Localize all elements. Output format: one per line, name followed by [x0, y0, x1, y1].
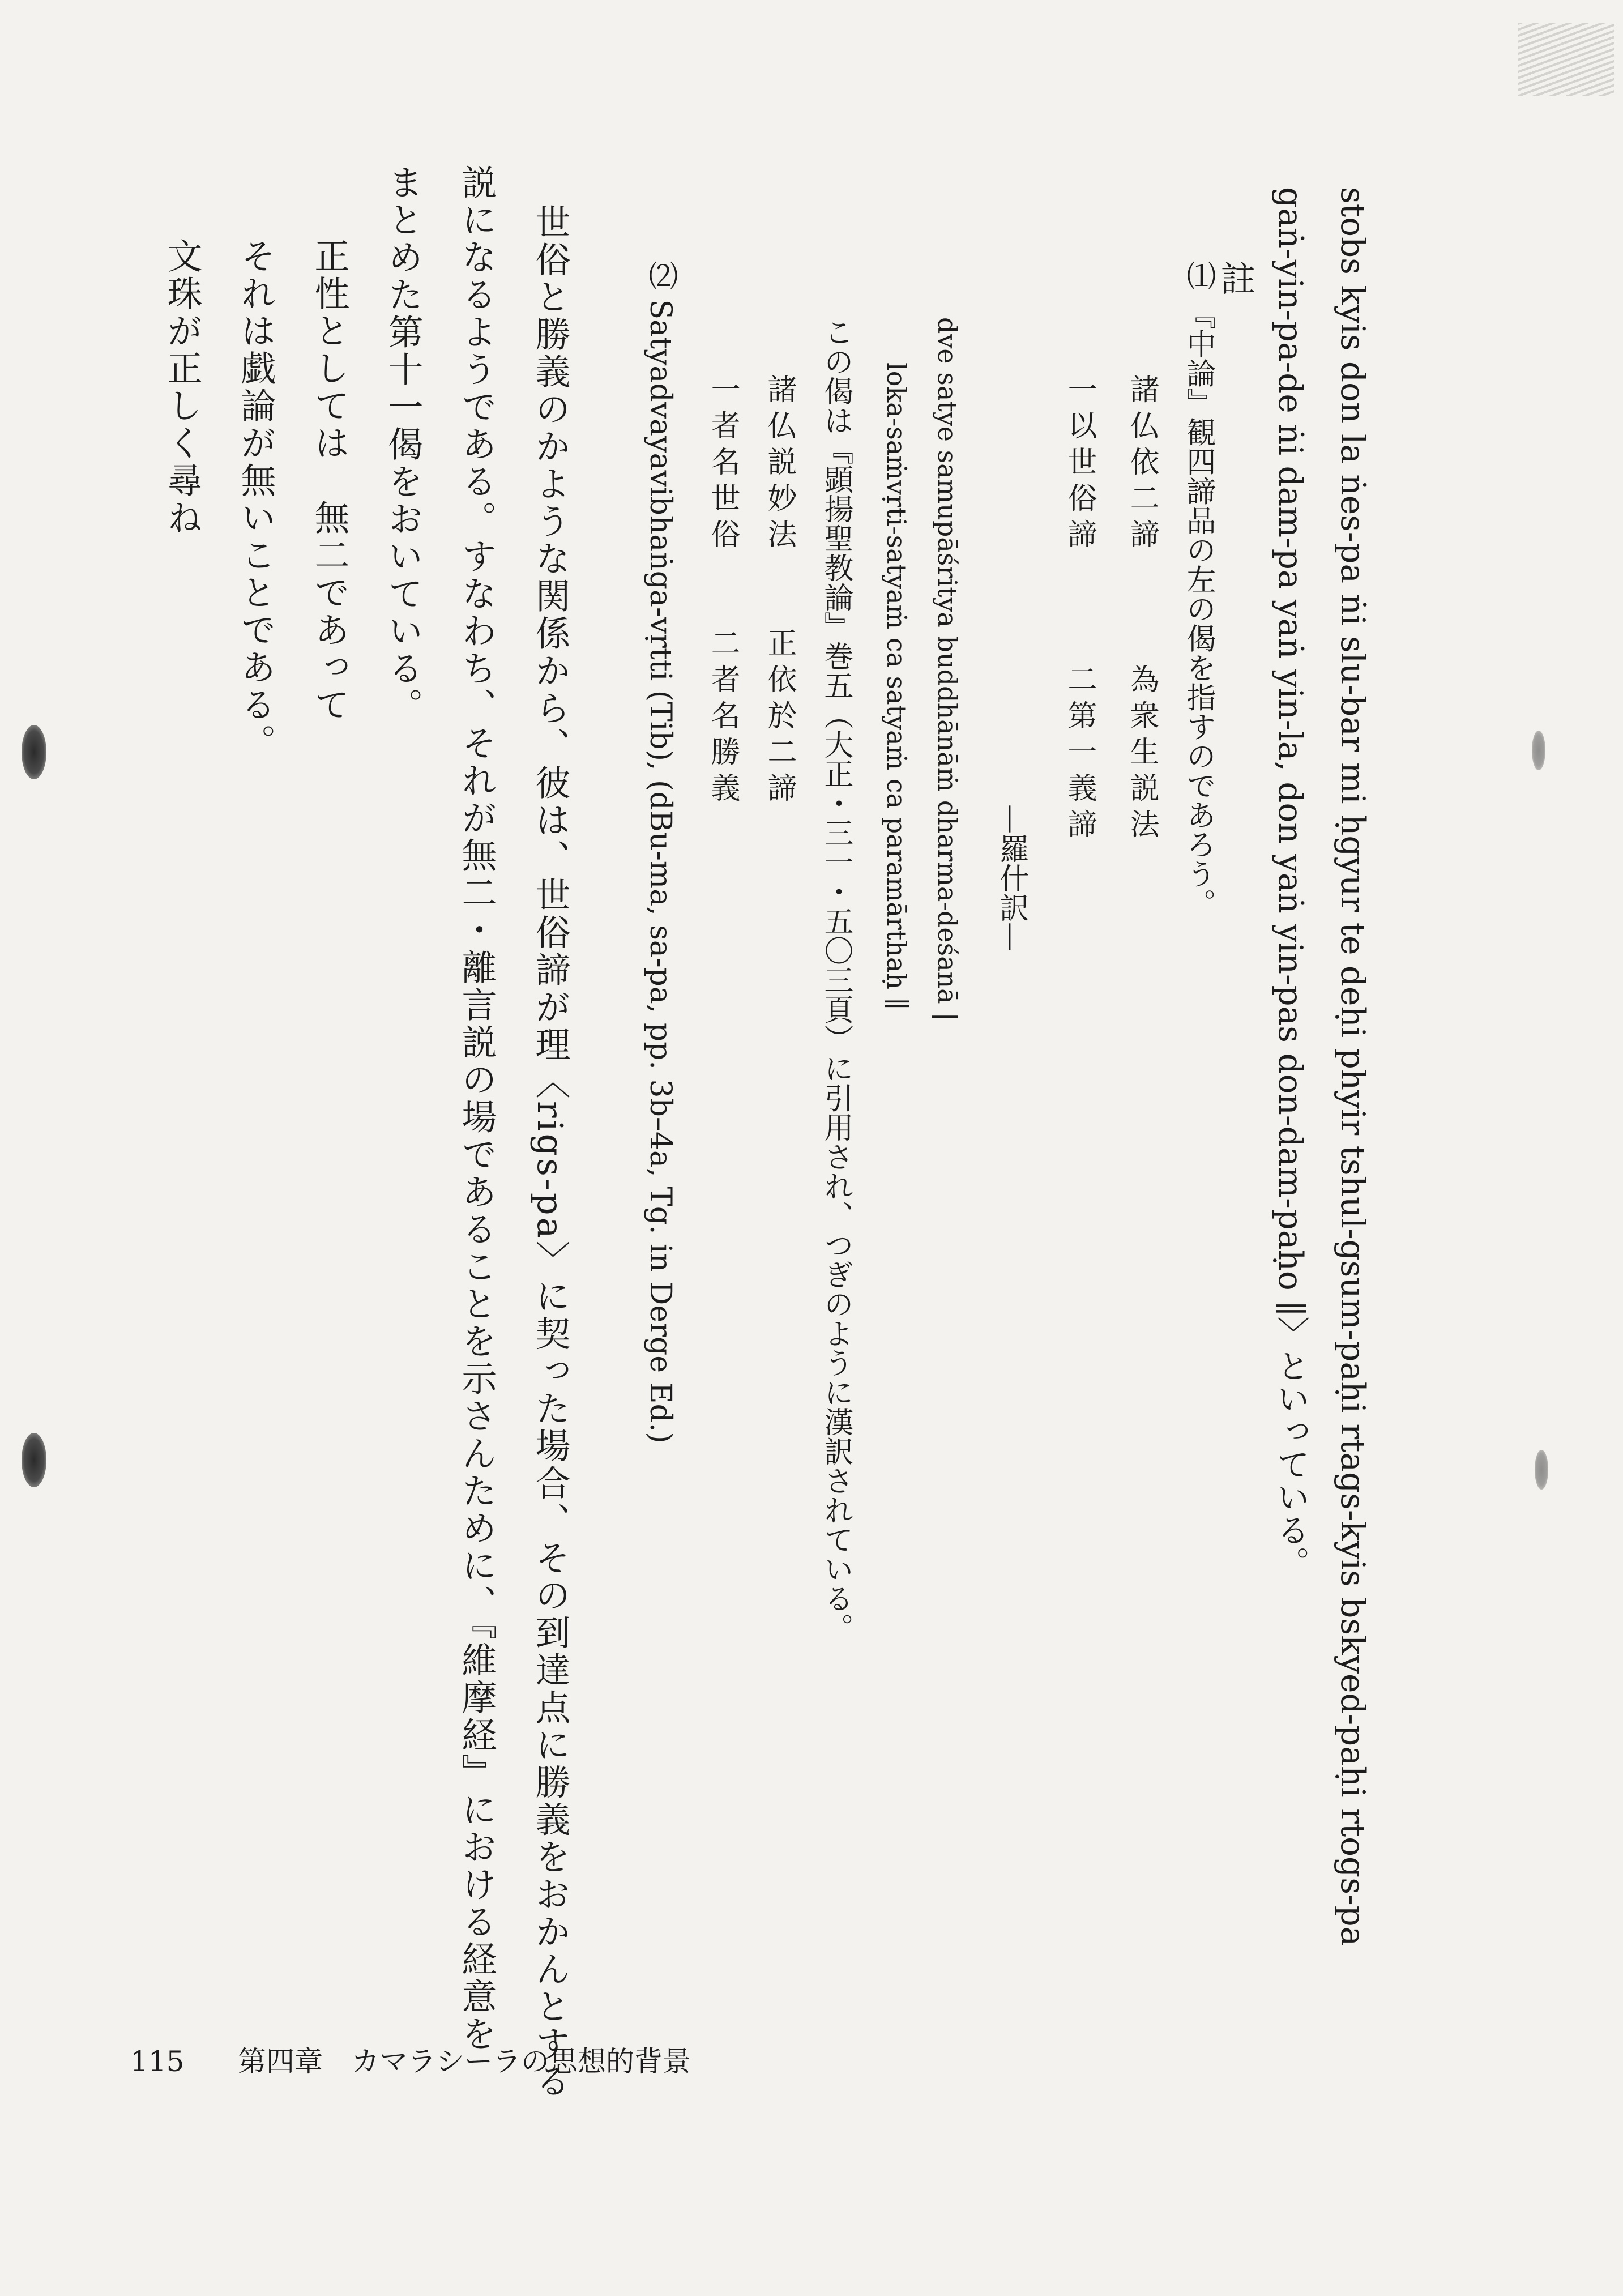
binding-hole-mark-right-top [1532, 731, 1545, 770]
note-1-continued: この偈は『顕揚聖教論』巻五（大正・三一・五〇三頁）に引用され、つぎのように漢訳されている。 [819, 317, 853, 1642]
note-1: ⑴ 『中論』観四諦品の左の偈を指すのであろう。 [1181, 261, 1215, 918]
binding-hole-bottom [22, 1433, 46, 1487]
verse-quote-line-2: それは戯論が無いことである。 [235, 238, 276, 761]
notes-heading: 註 [1215, 261, 1256, 298]
body-paragraph-line-3: まとめた第十一偈をおいている。 [382, 164, 424, 725]
chinese-verse-line-1: 諸仏説妙法 正依於二諦 [762, 374, 796, 809]
sanskrit-line-2: loka-saṁvṛti-satyaṁ ca satyaṁ ca paramārthaḥ ∥ [881, 362, 912, 1010]
verse-quote-line-3: 文珠が正しく尋ね [161, 238, 203, 537]
verse-attribution: —羅什訳— [994, 804, 1028, 951]
verse-quote-line-1: 正性としては 無二であって [309, 238, 350, 724]
running-header-chapter: 第四章 カマラシーラの思想的背景 [238, 2045, 691, 2078]
body-paragraph-line-1: 世俗と勝義のかような関係から、彼は、世俗諦が理〈rigs-pa〉に契った場合、その到達点に勝義をおかんとする [529, 204, 571, 2101]
body-paragraph-line-2: 説になるようである。すなわち、それが無二・離言説の場であることを示さんために、『維摩経』における経意を [456, 164, 497, 2053]
page-number: 115 [130, 2045, 185, 2078]
sanskrit-line-1: dve satye samupāśritya buddhānāṁ dharma-deśanā | [932, 317, 963, 1021]
note-2: ⑵ Satyadvayavibhaṅga-vṛtti (Tib), (dBu-ma, sa-pa, pp. 3b–4a, Tg. in Derge Ed.) [643, 261, 677, 1444]
verse-line-2: 一以世俗諦 二第一義諦 [1062, 374, 1096, 845]
chinese-verse-line-2: 一者名世俗 二者名勝義 [706, 374, 740, 809]
text-column-2: gaṅ-yin-pa-de ṅi dam-pa yaṅ yin-la, don yaṅ yin-pas don-dam-paḥo ∥〉といっている。 [1271, 187, 1310, 1579]
binding-hole-top [22, 725, 46, 779]
verse-line-1: 諸仏依二諦 為衆生説法 [1125, 374, 1159, 845]
scan-smudge [1518, 23, 1614, 96]
text-column-1: stobs kyis don la ṅes-pa ṅi slu-bar mi ḥgyur te deḥi phyir tshul-gsum-paḥi rtags-kyis bskyed-paḥi rtogs-pa [1334, 187, 1372, 1947]
binding-hole-mark-right-bottom [1535, 1450, 1548, 1490]
